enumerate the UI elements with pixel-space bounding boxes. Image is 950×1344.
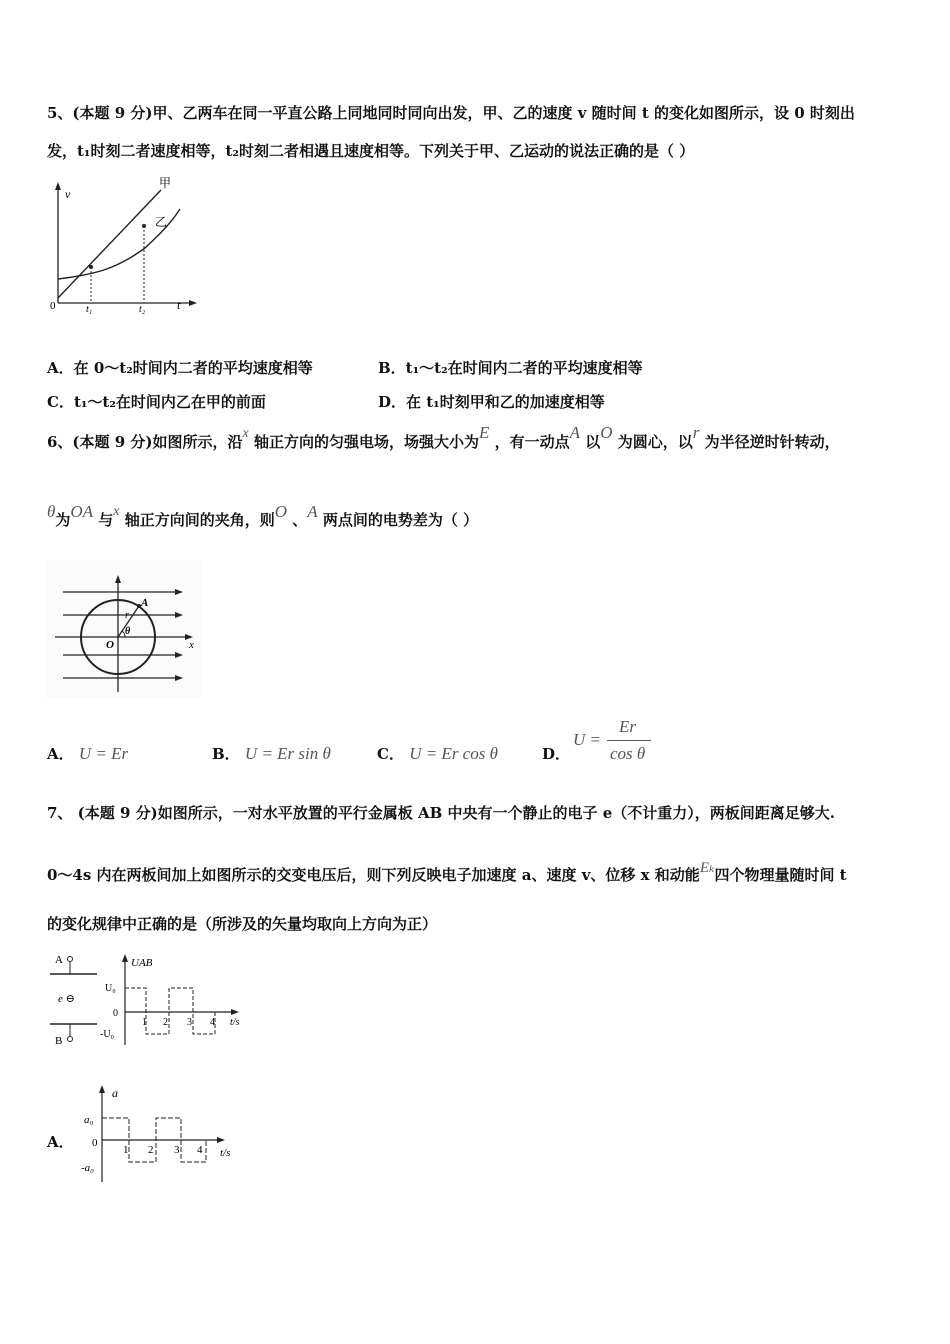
q7-tick-1: 1 xyxy=(142,1017,147,1028)
q7-plate-b-label: B xyxy=(55,1035,63,1047)
q5-option-d[interactable]: D．在 t₁时刻甲和乙的加速度相等 xyxy=(378,393,605,411)
q6-fig-r: r xyxy=(125,610,129,621)
q7-a-tick-3: 3 xyxy=(174,1144,180,1156)
q7-plate-a-label: A xyxy=(55,954,63,966)
q7-neg-u0: -U₀ xyxy=(100,1029,115,1040)
q7-a-axis: a xyxy=(112,1086,118,1100)
q6-option-d-lhs: U = xyxy=(573,730,601,749)
q5-option-a[interactable]: A．在 0～t₂时间内二者的平均速度相等 xyxy=(47,359,313,377)
q5-option-c[interactable]: C．t₁～t₂在时间内乙在甲的前面 xyxy=(47,393,266,411)
q5-axis-t: t xyxy=(177,298,181,312)
q7-text-line1: 7、 (本题 9 分)如图所示，一对水平放置的平行金属板 AB 中央有一个静止的电子 e（不计重力），两板间距离足够大. xyxy=(47,804,835,822)
q5-label-jia: 甲 xyxy=(159,176,172,190)
q7-plates-voltage-figure xyxy=(45,950,260,1050)
q7-tick-3: 3 xyxy=(187,1017,192,1028)
q6-fig-O: O xyxy=(106,639,114,651)
q7-axis-t: t/s xyxy=(230,1017,240,1028)
q5-option-b[interactable]: B．t₁～t₂在时间内二者的平均速度相等 xyxy=(378,359,643,377)
q7-a-tick-4: 4 xyxy=(197,1144,203,1156)
q5-origin: 0 xyxy=(50,300,56,312)
q5-velocity-graph xyxy=(45,178,205,313)
q7-u0: U₀ xyxy=(105,983,116,994)
q7-electron: e ⊖ xyxy=(58,993,75,1005)
q5-text-line1: 5、(本题 9 分)甲、乙两车在同一平直公路上同地同时同向出发，甲、乙的速度 v 随时间 t 的变化如图所示，设 0 时刻出 xyxy=(47,104,855,122)
q6-option-c[interactable]: C． U = Er cos θ xyxy=(377,744,498,763)
q7-a-tick-2: 2 xyxy=(148,1144,154,1156)
q6-field-figure xyxy=(45,560,205,700)
q7-tick-2: 2 xyxy=(163,1017,168,1028)
q7-a-a0: a₀ xyxy=(84,1114,94,1126)
q5-t1: t₁ xyxy=(86,304,93,315)
q7-a-tick-1: 1 xyxy=(123,1144,129,1156)
q5-t2: t₂ xyxy=(139,304,146,315)
q5-axis-v: v xyxy=(65,187,71,201)
q6-option-d-numerator: Er xyxy=(619,717,636,736)
q6-option-a[interactable]: A． U = Er xyxy=(47,744,129,763)
q5-label-yi: 乙 xyxy=(155,215,168,229)
q7-axis-uab: UAB xyxy=(131,957,153,969)
q7-text-line2: 0～4s 内在两板间加上如图所示的交变电压后，则下列反映电子加速度 a、速度 v、位移 x 和动能Eₖ四个物理量随时间 t xyxy=(47,860,847,884)
q7-option-a[interactable]: A． xyxy=(47,1133,74,1151)
q6-option-d-denominator: cos θ xyxy=(610,744,646,763)
q6-option-d[interactable]: D． xyxy=(542,745,571,763)
q6-option-d-fraction-bar xyxy=(607,740,651,741)
q6-text-line1: 6、(本题 9 分)如图所示，沿x 轴正方向的匀强电场，场强大小为E ，有一动点A 以O 为圆心，以r 为半径逆时针转动， xyxy=(47,423,840,451)
q7-text-line3: 的变化规律中正确的是（所涉及的矢量均取向上方向为正） xyxy=(47,915,438,933)
q7-a-axis-t: t/s xyxy=(220,1147,231,1159)
q6-fig-x: x xyxy=(189,639,194,651)
q6-option-b[interactable]: B． U = Er sin θ xyxy=(212,744,331,763)
q6-fig-A: A xyxy=(141,597,149,609)
q7-tick-4: 4 xyxy=(210,1017,215,1028)
q7-zero: 0 xyxy=(113,1008,118,1019)
q7-a-zero: 0 xyxy=(92,1137,98,1149)
q7-option-a-graph xyxy=(80,1082,250,1187)
q6-text-line2: θ为OA 与x 轴正方向间的夹角，则O 、A 两点间的电势差为（ ） xyxy=(47,502,479,529)
q6-fig-theta: θ xyxy=(125,626,131,637)
q5-text-line2: 发，t₁时刻二者速度相等，t₂时刻二者相遇且速度相等。下列关于甲、乙运动的说法正确的是（ ） xyxy=(47,142,695,160)
q7-a-neg-a0: -a₀ xyxy=(81,1162,94,1174)
